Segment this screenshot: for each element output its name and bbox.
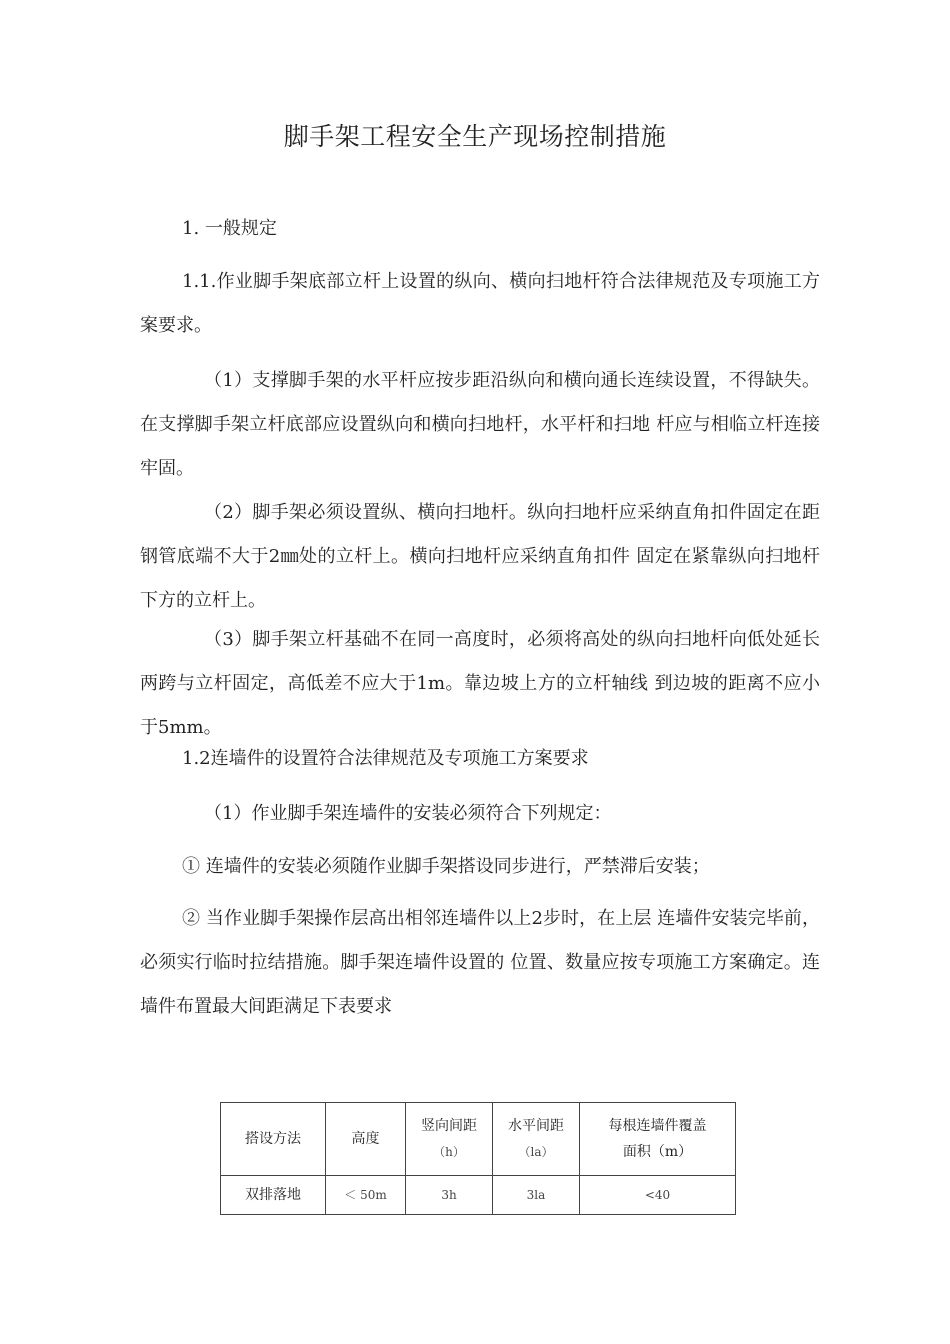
cell-horizontal-spacing: 3la xyxy=(493,1176,580,1215)
header-vertical-spacing-unit: （h） xyxy=(433,1145,465,1159)
header-method: 搭设方法 xyxy=(221,1103,326,1176)
header-height: 高度 xyxy=(326,1103,406,1176)
header-vertical-spacing-label: 竖向间距 xyxy=(421,1118,477,1134)
clause-1-2-circled-2: ② 当作业脚手架操作层高出相邻连墙件以上2步时，在上层 连墙件安装完毕前，必须实行临时拉结措施。脚手架连墙件设置的 位置、数量应按专项施工方案确定。连墙件布置最大间距满足下表要求 xyxy=(140,908,820,1017)
clause-1-2-item-1: （1）作业脚手架连墙件的安装必须符合下列规定： xyxy=(204,803,612,824)
clause-1-2: 1.2连墙件的设置符合法律规范及专项施工方案要求 xyxy=(182,748,589,769)
header-horizontal-spacing-label: 水平间距 xyxy=(508,1118,564,1134)
table-row xyxy=(221,1176,736,1215)
clause-1-1: 1.1.作业脚手架底部立杆上设置的纵向、横向扫地杆符合法律规范及专项施工方案要求。 xyxy=(140,271,820,336)
clause-1-1-item-2: （2）脚手架必须设置纵、横向扫地杆。纵向扫地杆应采纳直角扣件固定在距钢管底端不大于2㎜处的立杆上。横向扫地杆应采纳直角扣件 固定在紧靠纵向扫地杆下方的立杆上。 xyxy=(140,502,820,611)
clause-1-1-item-3: （3）脚手架立杆基础不在同一高度时，必须将高处的纵向扫地杆向低处延长两跨与立杆固定，高低差不应大于1m。靠边坡上方的立杆轴线 到边坡的距离不应小于5mm。 xyxy=(140,629,820,738)
cell-height: ＜ 50m xyxy=(326,1176,406,1215)
cell-coverage-area: <40 xyxy=(580,1176,736,1215)
header-coverage-area-unit: 面积（m） xyxy=(622,1144,693,1160)
header-horizontal-spacing-unit: （la） xyxy=(518,1145,554,1159)
cell-vertical-spacing: 3h xyxy=(406,1176,493,1215)
header-horizontal-spacing xyxy=(493,1103,580,1176)
clause-1-2-circled-1: ① 连墙件的安装必须随作业脚手架搭设同步进行，严禁滞后安装； xyxy=(182,856,710,877)
wall-tie-spacing-table xyxy=(220,1102,736,1215)
section-heading-general: 1. 一般规定 xyxy=(182,218,277,239)
clause-1-1-item-1: （1）支撑脚手架的水平杆应按步距沿纵向和横向通长连续设置，不得缺失。在支撑脚手架立杆底部应设置纵向和横向扫地杆，水平杆和扫地 杆应与相临立杆连接牢固。 xyxy=(140,370,820,479)
header-coverage-area-label: 每根连墙件覆盖 xyxy=(608,1118,707,1134)
header-vertical-spacing xyxy=(406,1103,493,1176)
table-header-row xyxy=(221,1103,736,1176)
header-coverage-area xyxy=(580,1103,736,1176)
cell-method: 双排落地 xyxy=(221,1176,326,1215)
page-title: 脚手架工程安全生产现场控制措施 xyxy=(283,122,667,151)
